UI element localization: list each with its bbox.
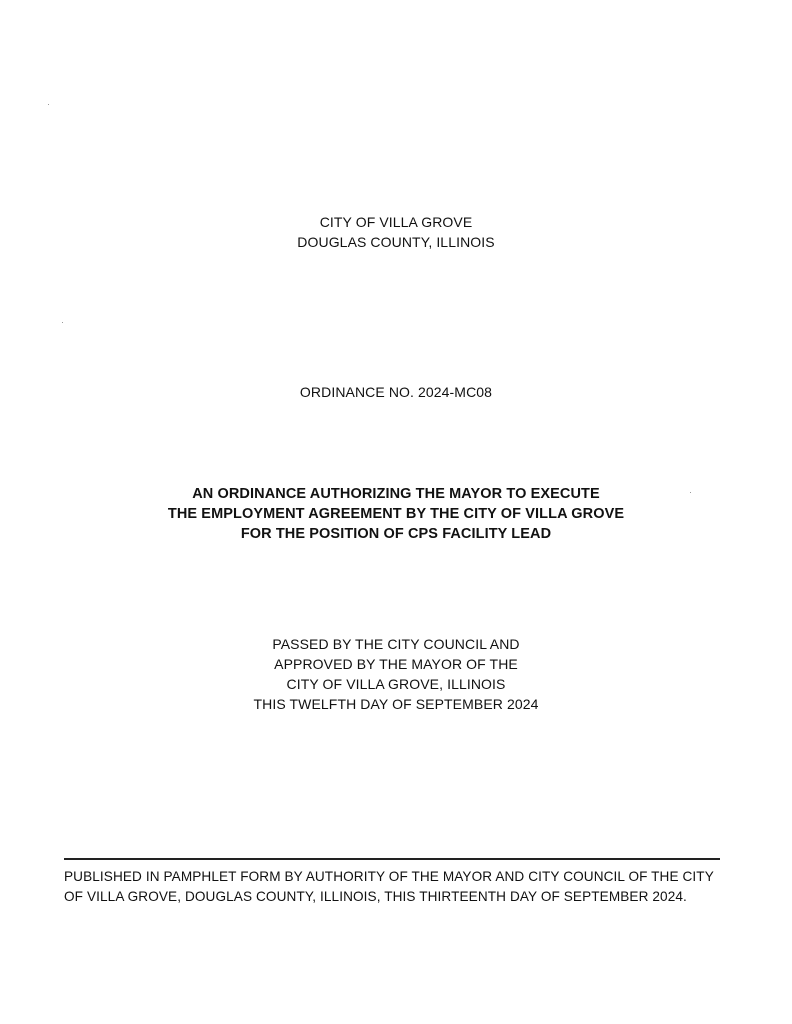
title-line: THE EMPLOYMENT AGREEMENT BY THE CITY OF VILLA GROVE: [167, 506, 625, 522]
passed-line: APPROVED BY THE MAYOR OF THE: [274, 656, 518, 672]
passed-line: CITY OF VILLA GROVE, ILLINOIS: [286, 676, 506, 692]
title-line: FOR THE POSITION OF CPS FACILITY LEAD: [240, 526, 552, 542]
ordinance-number: ORDINANCE NO. 2024-MC08: [299, 384, 493, 400]
passed-line: THIS TWELFTH DAY OF SEPTEMBER 2024: [253, 696, 539, 712]
publication-line: OF VILLA GROVE, DOUGLAS COUNTY, ILLINOIS, THIS THIRTEENTH DAY OF SEPTEMBER 2024.: [64, 889, 687, 904]
city-name: CITY OF VILLA GROVE: [319, 214, 473, 230]
ordinance-title: [0, 484, 792, 544]
passed-line: PASSED BY THE CITY COUNCIL AND: [272, 636, 520, 652]
scan-speck: [62, 322, 63, 323]
passed-statement: [0, 634, 792, 714]
title-line: AN ORDINANCE AUTHORIZING THE MAYOR TO EXECUTE: [192, 486, 600, 502]
city-header: [0, 212, 792, 252]
scan-speck: [48, 104, 49, 105]
horizontal-divider: [64, 858, 720, 860]
ordinance-number-block: [0, 382, 792, 402]
publication-statement: [64, 867, 724, 907]
county-state: DOUGLAS COUNTY, ILLINOIS: [297, 234, 495, 250]
publication-line: PUBLISHED IN PAMPHLET FORM BY AUTHORITY OF THE MAYOR AND CITY COUNCIL OF THE CITY: [64, 869, 714, 884]
